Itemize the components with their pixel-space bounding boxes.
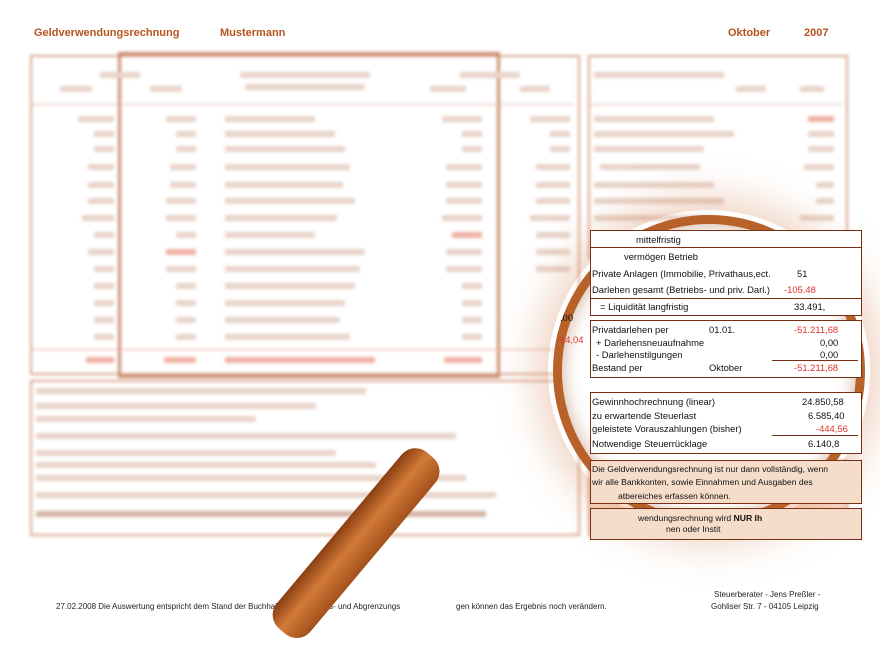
repayments-value: 0,00	[820, 349, 839, 360]
report-month: Oktober	[728, 27, 771, 39]
note-line-3: atbereiches erfassen können.	[618, 491, 731, 501]
note-line-2: wir alle Bankkonten, sowie Einnahmen und Ausgaben des	[592, 477, 813, 487]
liquidity-midterm-label: mittelfristig	[636, 234, 681, 245]
prepayments-value: -444,56	[816, 423, 848, 434]
magnifier-lens	[553, 215, 865, 534]
new-loans-value: 0,00	[820, 337, 839, 348]
profit-projection-label: Gewinnhochrechnung (linear)	[592, 396, 715, 407]
balance-label: Bestand per	[592, 362, 643, 373]
firm-name: Steuerberater - Jens Preßler -	[714, 590, 821, 599]
left-total-fragment: 14,04	[560, 334, 584, 345]
prepayments-label: geleistete Vorauszahlungen (bisher)	[592, 423, 742, 434]
footer-disclaimer-tail: gen können das Ergebnis noch verändern.	[456, 602, 607, 611]
client-name: Mustermann	[220, 27, 286, 39]
private-loans-value: -51.211,68	[794, 324, 839, 335]
firm-address: Gohliser Str. 7 - 04105 Leipzig	[711, 602, 819, 611]
note-line-5: nen oder Instit	[666, 524, 721, 534]
longterm-liquidity-label: = Liquidität langfristig	[600, 301, 689, 312]
new-loans-label: + Darlehensneuaufnahme	[596, 337, 705, 348]
left-value-fragment-1: ,00	[560, 312, 574, 323]
expected-tax-label: zu erwartende Steuerlast	[592, 410, 697, 421]
expected-tax-value: 6.585,40	[808, 410, 845, 421]
report-year: 2007	[804, 27, 829, 39]
balance-value: -51.211,68	[794, 362, 839, 373]
footer-disclaimer: 27.02.2008 Die Auswertung entspricht dem Stand der Buchhaltung. Abschluss- und Abgrenzungs	[56, 602, 401, 611]
note-line-4: wendungsrechnung wird NUR Ih	[638, 513, 763, 523]
private-loans-label: Privatdarlehen per	[592, 324, 669, 335]
profit-projection-value: 24.850,58	[802, 396, 844, 407]
repayments-label: - Darlehenstilgungen	[596, 349, 683, 360]
total-loans-label: Darlehen gesamt (Betriebs- und priv. Darl.)	[592, 284, 771, 295]
tax-reserve-label: Notwendige Steuerrücklage	[592, 438, 708, 449]
private-assets-label: Private Anlagen (Immobilie, Privathaus,ect.	[592, 268, 771, 279]
business-assets-label: vermögen Betrieb	[624, 251, 698, 262]
private-assets-value: 51	[797, 268, 808, 279]
longterm-liquidity-value: 33.491,	[794, 301, 826, 312]
private-loans-date: 01.01.	[709, 324, 736, 335]
report-title: Geldverwendungsrechnung	[34, 27, 180, 39]
total-loans-value: -105.48	[784, 284, 816, 295]
tax-reserve-value: 6.140,8	[808, 438, 840, 449]
balance-month: Oktober	[709, 362, 743, 373]
note-line-1: Die Geldverwendungsrechnung ist nur dann vollständig, wenn	[592, 464, 828, 474]
